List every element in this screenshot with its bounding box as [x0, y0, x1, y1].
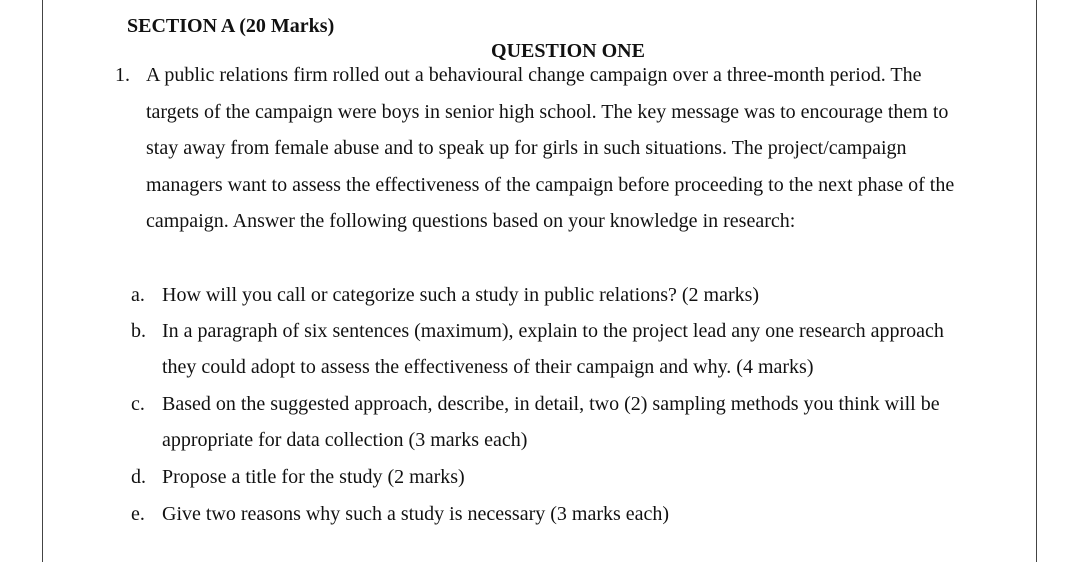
sub-question-b-text: In a paragraph of six sentences (maximum), explain to the project lead any one research approach: [162, 320, 944, 342]
sub-question-a-text: How will you call or categorize such a study in public relations? (2 marks): [162, 284, 760, 306]
left-border-line: [42, 0, 43, 562]
sub-question-d-text: Propose a title for the study (2 marks): [162, 466, 465, 488]
question-text-line: stay away from female abuse and to speak up for girls in such situations. The project/campaign: [146, 137, 907, 159]
sub-question-e-text: Give two reasons why such a study is necessary (3 marks each): [162, 503, 670, 525]
sub-question-letter-b: b.: [131, 320, 146, 342]
section-heading: SECTION A (20 Marks): [127, 15, 335, 37]
question-title: QUESTION ONE: [491, 40, 645, 62]
sub-question-c-text: Based on the suggested approach, describe, in detail, two (2) sampling methods you think will be: [162, 393, 940, 415]
question-text-line: A public relations firm rolled out a behavioural change campaign over a three-month period. The: [146, 64, 922, 86]
sub-question-letter-e: e.: [131, 503, 145, 525]
question-number: 1.: [115, 64, 130, 86]
sub-question-letter-c: c.: [131, 393, 145, 415]
question-text-line: campaign. Answer the following questions based on your knowledge in research:: [146, 210, 796, 232]
question-text-line: targets of the campaign were boys in senior high school. The key message was to encourage them to: [146, 101, 949, 123]
sub-question-c-text: appropriate for data collection (3 marks each): [162, 429, 528, 451]
right-border-line: [1036, 0, 1037, 562]
question-text-line: managers want to assess the effectiveness of the campaign before proceeding to the next phase of the: [146, 174, 955, 196]
sub-question-letter-d: d.: [131, 466, 146, 488]
sub-question-letter-a: a.: [131, 284, 145, 306]
sub-question-b-text: they could adopt to assess the effectiveness of their campaign and why. (4 marks): [162, 356, 814, 378]
